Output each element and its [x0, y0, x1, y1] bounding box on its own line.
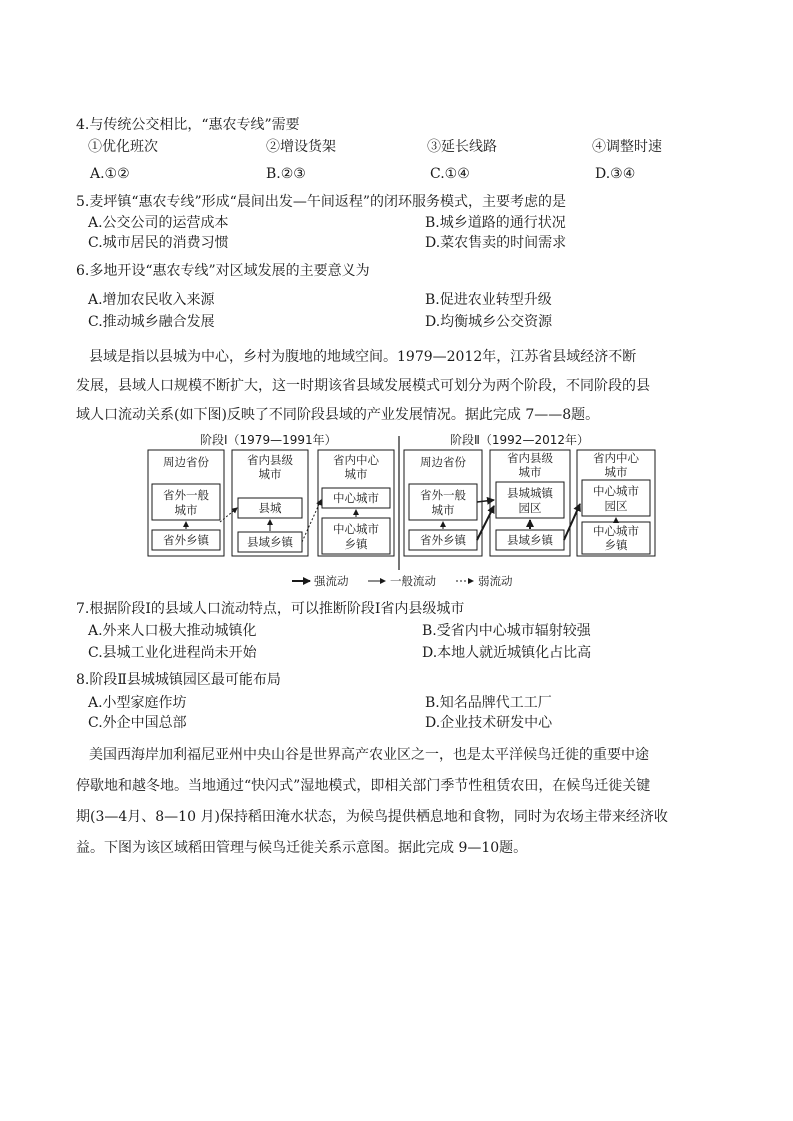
q7-option-c[interactable]: C.县城工业化进程尚未开始: [88, 645, 257, 661]
q4-option-d[interactable]: D.③④: [595, 166, 636, 182]
s1-col3-bottom-label: 乡镇: [344, 537, 368, 551]
s2-col3-bottom-label: 中心城市: [593, 524, 639, 538]
s1-col3-bottom-label: 中心城市: [333, 522, 379, 536]
s2-strong-flow-arrow: [477, 500, 494, 502]
s1-col2-top-label: 县城: [258, 501, 282, 515]
q6-option-a[interactable]: A.增加农民收入来源: [88, 292, 215, 308]
s1-col2-header: 省内县级: [247, 453, 293, 467]
q7-option-a[interactable]: A.外来人口极大推动城镇化: [88, 623, 257, 639]
passage-line: 期(3—4月、8—10 月)保持稻田淹水状态，为候鸟提供栖息地和食物，同时为农场主带来经济收: [76, 809, 668, 825]
q6-option-d[interactable]: D.均衡城乡公交资源: [425, 314, 553, 330]
stage2-title: 阶段Ⅱ（1992—2012年）: [450, 433, 589, 447]
s1-col2-header: 城市: [258, 467, 282, 481]
passage-line: 停歇地和越冬地。当地通过“快闪式”湿地模式，即相关部门季节性租赁农田，在候鸟迁徙关键: [76, 778, 651, 794]
q4-item: ①优化班次: [88, 139, 158, 155]
s2-col2-bottom-label: 县域乡镇: [507, 533, 553, 547]
s2-col2-header: 省内县级: [507, 451, 553, 465]
s2-col2-top-label: 县城城镇: [507, 486, 553, 500]
s1-col3-header: 城市: [344, 467, 368, 481]
s1-col2-bottom-label: 县域乡镇: [247, 535, 293, 549]
stage1-title: 阶段Ⅰ（1979—1991年）: [200, 433, 337, 447]
q6-option-c[interactable]: C.推动城乡融合发展: [88, 314, 215, 330]
q5-option-a[interactable]: A.公交公司的运营成本: [88, 215, 229, 231]
s2-col3-bottom-label: 乡镇: [604, 538, 628, 552]
q4-item: ②增设货架: [266, 139, 336, 155]
passage-line: 县域是指以县城为中心，乡村为腹地的地域空间。1979—2012年，江苏省县域经济不断: [89, 349, 637, 365]
q4-option-a[interactable]: A.①②: [90, 166, 130, 182]
s2-col1-top-label: 省外一般: [420, 488, 466, 502]
s2-col2-top-label: 园区: [518, 501, 542, 515]
s2-col1-header: 周边省份: [420, 455, 466, 469]
s2-col2-header: 城市: [518, 465, 542, 479]
q5-option-d[interactable]: D.菜农售卖的时间需求: [425, 235, 567, 251]
s2-col3-top-label: 中心城市: [593, 484, 639, 498]
s1-col1-top-label: 城市: [174, 503, 198, 517]
passage-line: 发展，县域人口规模不断扩大，这一时期该省县域发展模式可划分为两个阶段，不同阶段的县: [76, 378, 650, 394]
q8-option-d[interactable]: D.企业技术研发中心: [425, 715, 553, 731]
s2-col3-header: 城市: [604, 465, 628, 479]
q7-option-b[interactable]: B.受省内中心城市辐射较强: [422, 623, 591, 639]
passage-county: [76, 343, 716, 430]
s2-col3-header: 省内中心: [593, 451, 639, 465]
s1-col3-top-label: 中心城市: [333, 491, 379, 505]
passage-central-valley: [76, 740, 716, 864]
q5-option-b[interactable]: B.城乡道路的通行状况: [425, 215, 566, 231]
legend-strong-label: 强流动: [314, 574, 349, 588]
q8-stem: 8.阶段Ⅱ县城城镇园区最可能布局: [76, 672, 281, 688]
s1-col1-top-label: 省外一般: [163, 488, 209, 502]
s1-col3-header: 省内中心: [333, 453, 379, 467]
q4-option-c[interactable]: C.①④: [430, 166, 470, 182]
q4-stem: 4.与传统公交相比，“惠农专线”需要: [76, 117, 300, 133]
q4-item: ③延长线路: [427, 139, 497, 155]
passage-line: 域人口流动关系(如下图)反映了不同阶段县域的产业发展情况。据此完成 7——8题。: [76, 407, 600, 423]
population-flow-diagram: [140, 430, 660, 590]
q8-option-b[interactable]: B.知名品牌代工工厂: [425, 695, 552, 711]
legend-weak-label: 弱流动: [478, 574, 513, 588]
s2-strong-flow-arrow: [477, 506, 494, 540]
s1-weak-flow-arrow: [220, 508, 237, 522]
q4-option-b[interactable]: B.②③: [266, 166, 306, 182]
passage-line: 益。下图为该区域稻田管理与候鸟迁徙关系示意图。据此完成 9—10题。: [76, 840, 528, 856]
s2-col3-top-label: 园区: [604, 499, 628, 513]
q6-option-b[interactable]: B.促进农业转型升级: [425, 292, 552, 308]
s2-strong-flow-arrow: [564, 504, 580, 540]
q7-option-d[interactable]: D.本地人就近城镇化占比高: [422, 645, 592, 661]
s1-col1-bottom-label: 省外乡镇: [163, 533, 209, 547]
legend-normal-label: 一般流动: [390, 574, 436, 588]
q7-stem: 7.根据阶段Ⅰ的县域人口流动特点，可以推断阶段Ⅰ省内县级城市: [76, 601, 465, 617]
q6-stem: 6.多地开设“惠农专线”对区域发展的主要意义为: [76, 263, 370, 279]
q5-stem: 5.麦坪镇“惠农专线”形成“晨间出发—午间返程”的闭环服务模式，主要考虑的是: [76, 194, 566, 210]
s1-col1-header: 周边省份: [163, 455, 209, 469]
s2-col1-top-label: 城市: [431, 503, 455, 517]
q5-option-c[interactable]: C.城市居民的消费习惯: [88, 235, 229, 251]
q8-option-c[interactable]: C.外企中国总部: [88, 715, 187, 731]
passage-line: 美国西海岸加利福尼亚州中央山谷是世界高产农业区之一，也是太平洋候鸟迁徙的重要中途: [89, 747, 649, 763]
s2-col1-bottom-label: 省外乡镇: [420, 533, 466, 547]
q4-item: ④调整时速: [592, 139, 662, 155]
q8-option-a[interactable]: A.小型家庭作坊: [88, 695, 187, 711]
